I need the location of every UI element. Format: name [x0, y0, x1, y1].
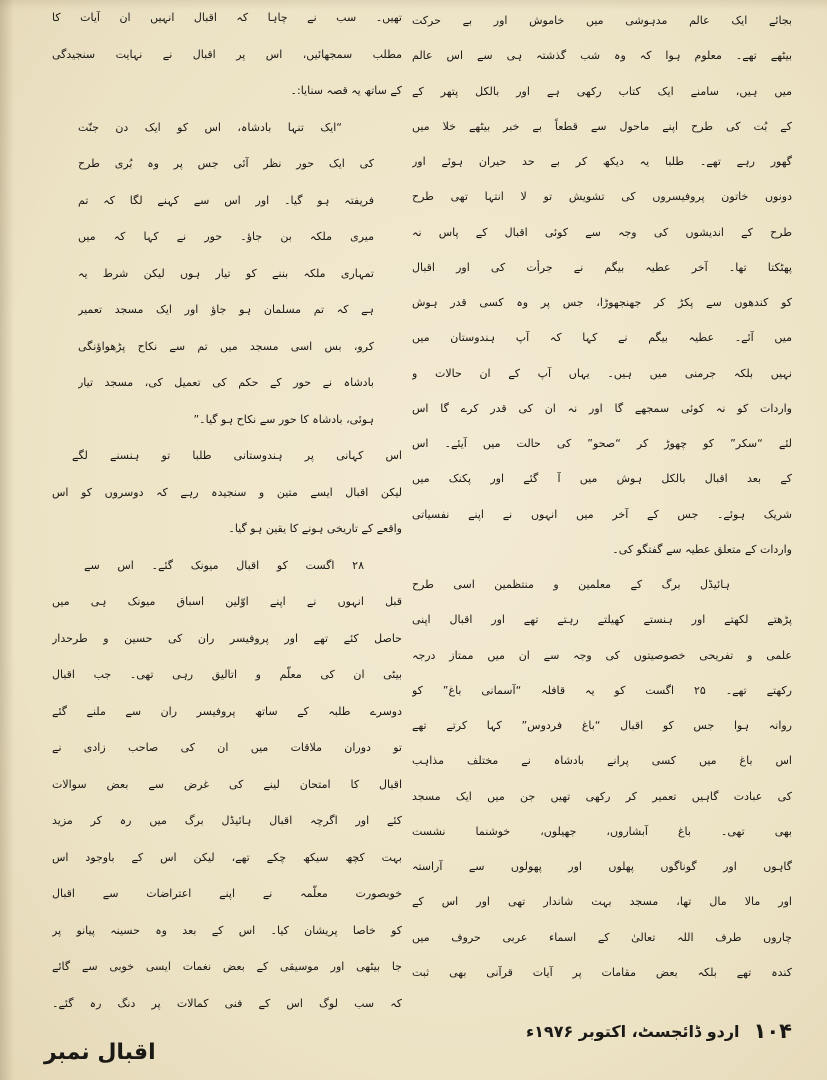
text-line: کے بُت کی طرح اپنے ماحول سے قطعاً بے خبر بیٹھے خلا میں [412, 119, 792, 133]
text-line: شریک ہوئے۔ جس کے آخر میں انہوں نے اپنے نفسیاتی [412, 507, 792, 521]
text-line: واردات کے متعلق عطیہ سے گفتگو کی۔ [612, 542, 792, 556]
text-line: ۲۸ اگست کو اقبال میونک گئے۔ اس سے [84, 558, 364, 572]
text-line: طرح کے اندیشوں کی وجہ سے کوئی اقبال کے پاس نہ [412, 225, 792, 239]
text-line: کندہ تھے بلکہ بعض مقامات پر آیات قرآنی بھی ثبت [412, 965, 792, 979]
text-line: اقبال کا امتحان لینے کی غرض سے بعض سوالات [52, 777, 402, 791]
text-line: پھٹکتا تھا۔ آخر عطیہ بیگم نے جرأت کی اور اقبال [412, 260, 792, 274]
text-line: پڑھتے لکھتے اور ہنستے کھیلتے رہتے تھے اور اقبال اپنی [412, 613, 792, 627]
quote-line: ہوئی، بادشاہ کا حور سے نکاح ہو گیا۔” [193, 412, 374, 426]
quote-line: کی ایک حور نظر آئی جس پر وہ بُری طرح [78, 157, 374, 170]
quote-line: بادشاہ نے حور کے حکم کی تعمیل کی، مسجد تیار [78, 376, 374, 389]
text-line: کو خاصا پریشان کیا۔ اس کے بعد وہ حسینہ پیانو پر [52, 923, 402, 937]
left-column [52, 0, 402, 1022]
text-line: دوسرے طلبہ کے ساتھ پروفیسر ران سے ملنے گئے [52, 704, 402, 718]
text-line: قبل انہوں نے اپنے اوّلین اسباق میونک ہی میں [52, 595, 402, 608]
text-line: حاصل کئے تھے اور پروفیسر ران کی حسین و طرحدار [52, 631, 402, 645]
text-line: مطلب سمجھائیں، اس پر اقبال نے نہایت سنجیدگی [52, 47, 402, 61]
quote-line: ہے کہ تم مسلمان ہو جاؤ اور ایک مسجد تعمیر [78, 303, 374, 316]
quote-line: فریفتہ ہو گیا۔ اور اس سے کہنے لگا کہ تم [78, 193, 374, 207]
quote-line: میری ملکہ بن جاؤ۔ حور نے کہا کہ میں [78, 230, 374, 243]
text-line: گھور رہے تھے۔ طلبا یہ دیکھ کر بے حد حیران ہوئے اور [412, 155, 792, 168]
text-line: کہ سب لوگ اس کے فنی کمالات پر دنگ رہ گئے۔ [52, 996, 402, 1010]
text-line: میں آئے۔ عطیہ بیگم نے کہا کہ آپ ہندوستان میں [412, 331, 792, 345]
text-line: لئے “سکر” کو چھوڑ کر “صحو” کی حالت میں آیئے۔ اس [412, 437, 792, 450]
text-line: لیکن اقبال ایسے متین و سنجیدہ رہے کہ دوسروں کو اس [52, 485, 402, 499]
text-line: کی عبادت گاہیں تعمیر کر رکھی تھیں جن میں ایک مسجد [412, 789, 792, 803]
masthead: اردو ڈائجسٹ، اکتوبر ۱۹۷۶ء [525, 1021, 740, 1041]
page-footer [486, 1012, 792, 1050]
text-line: کو کندھوں سے پکڑ کر جھنجھوڑا، جس پر وہ کسی قدر ہوش [412, 296, 792, 309]
text-line: ہائیڈل برگ کے معلمین و منتظمین اسی طرح [412, 578, 730, 591]
right-column [412, 3, 792, 990]
text-line: تھیں۔ سب نے چاہا کہ اقبال انہیں ان آیات کا [52, 11, 402, 24]
text-line: تو دوران ملاقات میں ان کی صاحب زادی نے [52, 741, 402, 754]
text-line: علمی و تفریحی خصوصیتوں کی وجہ سے ان میں ممتاز درجہ [412, 648, 792, 662]
text-line: گاہوں اور گوناگوں پھلوں اور پھولوں سے آراستہ [412, 860, 792, 873]
text-line: بھی تھی۔ باغ آبشاروں، جھیلوں، خوشنما نشست [412, 824, 792, 838]
text-line: خوبصورت معلّمہ نے اپنے اعتراضات سے اقبال [52, 887, 402, 900]
quote-line: کرو، بس اسی مسجد میں تم سے نکاح پڑھواؤنگی [78, 339, 374, 353]
text-line: کے بعد اقبال بالکل ہوش میں آ گئے اور پکنک میں [412, 472, 792, 486]
quote-line: تمہاری ملکہ بننے کو تیار ہوں لیکن شرط یہ [78, 266, 374, 280]
text-line: کے ساتھ یہ قصہ سنایا:۔ [290, 84, 402, 97]
text-line: اس باغ میں کسی پرانے بادشاہ نے مختلف مذاہب [412, 754, 792, 768]
text-line: واردات کو نہ کوئی سمجھے گا اور نہ ان کی قدر کرے گا اس [412, 401, 792, 415]
text-line: چاروں طرف اللہ تعالیٰ کے اسماء عربی حروف میں [412, 930, 792, 944]
text-line: اس کہانی پر ہندوستانی طلبا تو ہنسنے لگے [72, 449, 402, 462]
text-line: روانہ ہوا جس کو اقبال “باغ فردوس” کہا کرتے تھے [412, 719, 792, 732]
text-line: جا بیٹھی اور موسیقی کے بعض نغمات ایسی خوبی سے گائے [52, 960, 402, 973]
text-line: میں ہیں، سامنے ایک کتاب رکھی ہے اور بالکل پتھر کے [412, 84, 792, 98]
text-line: بجائے ایک عالم مدہوشی میں خاموش اور بے حرکت [412, 14, 792, 27]
quote-line: “ایک تنہا بادشاہ، اس کو ایک دن جنّت [78, 120, 342, 134]
text-line: رکھتے تھے۔ ۲۵ اگست کو یہ قافلہ “آسمانی باغ” کو [412, 683, 792, 697]
page-number: ۱۰۴ [753, 1019, 792, 1043]
issue-label: اقبال نمبر [44, 1040, 156, 1065]
text-line: کئے اور اگرچہ اقبال ہائیڈل برگ میں رہ کر مزید [52, 814, 402, 827]
text-line: بیٹھے تھے۔ معلوم ہوا کہ وہ شب گذشتہ ہی سے اس عالم [412, 49, 792, 63]
text-line: دونوں خاتون پروفیسروں کی تشویش تو لا انتہا تھی طرح [412, 190, 792, 204]
text-line: بہت کچھ سیکھ چکے تھے، لیکن اس کے باوجود اس [52, 850, 402, 864]
text-line: اور مالا مال تھا، مسجد بہت شاندار تھی اور اس کے [412, 895, 792, 909]
text-line: بیٹی ان کی معلّم و اتالیق رہی تھی۔ جب اقبال [52, 668, 402, 681]
text-line: نہیں بلکہ جرمنی میں ہیں۔ یہاں آپ کے ان حالات و [412, 366, 792, 380]
text-line: واقعے کے تاریخی ہونے کا یقین ہو گیا۔ [228, 522, 402, 535]
